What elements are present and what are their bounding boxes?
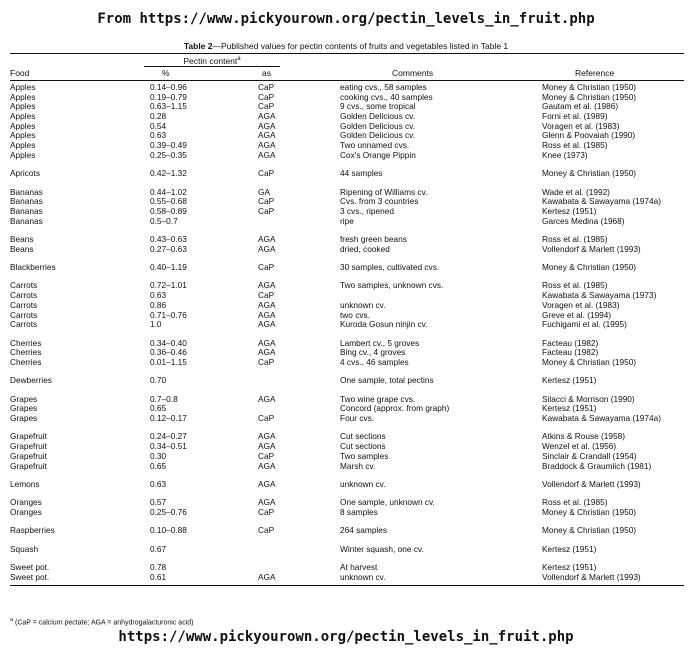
percent-cell: 0.25–0.35	[150, 149, 187, 160]
footnote-mark: a	[10, 617, 14, 623]
food-cell: Apricots	[10, 168, 40, 179]
food-cell: Oranges	[10, 506, 42, 517]
percent-cell: 0.14–0.96	[150, 82, 187, 92]
as-cell: CaP	[258, 205, 275, 216]
comments-cell: 9 cvs., some tropical	[340, 101, 416, 112]
as-cell: CaP	[258, 290, 275, 301]
reference-cell: Money & Christian (1950)	[542, 168, 637, 179]
as-cell: CaP	[258, 91, 275, 102]
comments-cell: unknown cv.	[340, 299, 386, 310]
food-cell: Bananas	[10, 205, 43, 216]
comments-cell: Two unnamed cvs.	[340, 140, 410, 151]
percent-cell: 0.24–0.27	[150, 431, 187, 442]
reference-cell: Knee (1973)	[542, 149, 588, 160]
as-cell: CaP	[258, 262, 275, 273]
food-cell: Cherries	[10, 337, 42, 348]
as-cell: GA	[258, 186, 270, 197]
reference-cell: Glenn & Poovaiah (1990)	[542, 130, 636, 141]
header-percent: %	[162, 68, 170, 78]
percent-cell: 0.58–0.89	[150, 205, 187, 216]
as-cell: AGA	[258, 111, 276, 122]
food-group	[10, 376, 684, 386]
comments-cell: Two wine grape cvs.	[340, 393, 416, 404]
comments-cell: unknown cv.	[340, 478, 386, 489]
percent-cell: 0.70	[150, 375, 167, 386]
table-caption-text: —Published values for pectin contents of fruits and vegetables listed in Table 1	[212, 41, 509, 51]
food-cell: Apples	[10, 140, 36, 151]
percent-cell: 0.44–1.02	[150, 186, 187, 197]
as-cell: AGA	[258, 149, 276, 160]
food-cell: Apples	[10, 130, 36, 141]
comments-cell: Cut sections	[340, 431, 386, 442]
comments-cell: Golden Delicious cv.	[340, 111, 416, 122]
as-cell: AGA	[258, 571, 276, 582]
reference-cell: Money & Christian (1950)	[542, 262, 637, 273]
food-group	[10, 83, 684, 161]
comments-cell: 8 samples	[340, 506, 378, 517]
food-cell: Carrots	[10, 299, 38, 310]
percent-cell: 0.30	[150, 450, 167, 461]
percent-cell: 0.43–0.63	[150, 234, 187, 244]
food-cell: Apples	[10, 111, 36, 122]
as-cell: AGA	[258, 393, 276, 404]
table-row	[10, 414, 684, 424]
table-header-row	[10, 67, 684, 80]
footnote-text: (CaP = calcium pectate; AGA = anhydrogalacturonic acid)	[13, 619, 194, 627]
percent-cell: 0.34–0.51	[150, 441, 187, 452]
comments-cell: Two samples	[340, 450, 389, 461]
food-cell: Apples	[10, 82, 36, 92]
percent-cell: 0.65	[150, 403, 167, 414]
percent-cell: 0.34–0.40	[150, 337, 187, 348]
reference-cell: Facteau (1982)	[542, 347, 599, 358]
pectin-content-header	[144, 56, 280, 66]
reference-cell: Money & Christian (1950)	[542, 82, 637, 92]
header-food: Food	[10, 68, 30, 78]
header-reference: Reference	[575, 68, 615, 78]
food-cell: Grapefruit	[10, 450, 47, 461]
pectin-table	[10, 53, 684, 586]
reference-cell: Voragen et al. (1983)	[542, 299, 620, 310]
reference-cell: Kertesz (1951)	[542, 562, 597, 573]
as-cell: AGA	[258, 460, 276, 471]
as-cell: AGA	[258, 347, 276, 358]
reference-cell: Ross et al. (1985)	[542, 280, 608, 291]
percent-cell: 0.72–1.01	[150, 280, 187, 291]
percent-cell: 0.63	[150, 478, 167, 489]
percent-cell: 0.39–0.49	[150, 140, 187, 151]
comments-cell: dried, cooked	[340, 243, 390, 254]
table-row	[10, 320, 684, 330]
comments-cell: cooking cvs., 40 samples	[340, 91, 433, 102]
percent-cell: 0.12–0.17	[150, 413, 187, 424]
food-group	[10, 563, 684, 582]
food-cell: Carrots	[10, 280, 38, 291]
percent-cell: 0.63	[150, 290, 167, 301]
food-cell: Grapes	[10, 413, 38, 424]
comments-cell: One sample, total pectins	[340, 375, 434, 386]
percent-cell: 0.36–0.46	[150, 347, 187, 358]
reference-cell: Kertesz (1951)	[542, 205, 597, 216]
comments-cell: Lambert cv., 5 groves	[340, 337, 420, 348]
percent-cell: 0.54	[150, 120, 167, 131]
table-caption-label: Table 2	[183, 41, 213, 51]
comments-cell: two cvs.	[340, 309, 370, 320]
food-cell: Raspberries	[10, 525, 55, 536]
food-group	[10, 263, 684, 273]
comments-cell: Golden Delicious cv.	[340, 130, 416, 141]
table-row	[10, 245, 684, 255]
as-cell: AGA	[258, 441, 276, 452]
reference-cell: Kertesz (1951)	[542, 543, 597, 554]
food-cell: Bananas	[10, 186, 43, 197]
table-caption	[0, 41, 692, 51]
percent-cell: 0.71–0.76	[150, 309, 187, 320]
as-cell: AGA	[258, 309, 276, 320]
reference-cell: Wade et al. (1992)	[542, 186, 610, 197]
table-row	[10, 545, 684, 555]
food-cell: Squash	[10, 543, 39, 554]
percent-cell: 0.27–0.63	[150, 243, 187, 254]
comments-cell: Marsh cv.	[340, 460, 376, 471]
table-row	[10, 358, 684, 368]
comments-cell: Cox's Orange Pippin	[340, 149, 416, 160]
percent-cell: 0.57	[150, 497, 167, 508]
comments-cell: 4 cvs., 46 samples	[340, 356, 409, 367]
food-cell: Oranges	[10, 497, 42, 508]
as-cell: AGA	[258, 243, 276, 254]
as-cell: AGA	[258, 299, 276, 310]
reference-cell: Money & Christian (1950)	[542, 91, 637, 102]
percent-cell: 0.10–0.88	[150, 525, 187, 536]
food-cell: Grapefruit	[10, 441, 47, 452]
food-group	[10, 339, 684, 368]
as-cell: AGA	[258, 431, 276, 442]
reference-cell: Gautam et al. (1986)	[542, 101, 619, 112]
header-comments: Comments	[392, 68, 434, 78]
percent-cell: 0.5–0.7	[150, 215, 178, 226]
pectin-content-label: Pectin content	[183, 56, 238, 66]
food-group	[10, 281, 684, 329]
as-cell: AGA	[258, 130, 276, 141]
food-cell: Beans	[10, 243, 34, 254]
table-header-group-row	[10, 54, 684, 67]
as-cell: AGA	[258, 280, 276, 291]
reference-cell: Kawabata & Sawayama (1974a)	[542, 196, 661, 207]
comments-cell: 44 samples	[340, 168, 383, 179]
source-url-footer: https://www.pickyourown.org/pectin_levels_in_fruit.php	[118, 629, 574, 645]
table-row	[10, 376, 684, 386]
table-bottom-rule	[10, 585, 684, 586]
food-cell: Cherries	[10, 356, 42, 367]
reference-cell: Money & Christian (1950)	[542, 356, 637, 367]
header-as: as	[262, 68, 271, 78]
as-cell: AGA	[258, 140, 276, 151]
comments-cell: Ripening of Williams cv.	[340, 186, 428, 197]
food-group	[10, 235, 684, 254]
food-cell: Cherries	[10, 347, 42, 358]
food-cell: Grapefruit	[10, 460, 47, 471]
food-group	[10, 395, 684, 424]
food-cell: Beans	[10, 234, 34, 244]
comments-cell: At harvest	[340, 562, 378, 573]
comments-cell: Cvs. from 3 countries	[340, 196, 419, 207]
percent-cell: 0.25–0.76	[150, 506, 187, 517]
as-cell: CaP	[258, 450, 275, 461]
reference-cell: Money & Christian (1950)	[542, 525, 637, 536]
percent-cell: 0.65	[150, 460, 167, 471]
table-row	[10, 263, 684, 273]
food-group	[10, 169, 684, 179]
as-cell: CaP	[258, 101, 275, 112]
reference-cell: Forni et al. (1989)	[542, 111, 608, 122]
percent-cell: 0.01–1.15	[150, 356, 187, 367]
food-group	[10, 526, 684, 536]
food-group	[10, 432, 684, 471]
comments-cell: eating cvs., 58 samples	[340, 82, 427, 92]
table-row	[10, 508, 684, 518]
food-cell: Lemons	[10, 478, 40, 489]
percent-cell: 0.28	[150, 111, 167, 122]
reference-cell: Facteau (1982)	[542, 337, 599, 348]
comments-cell: Four cvs.	[340, 413, 375, 424]
percent-cell: 0.40–1.19	[150, 262, 187, 273]
reference-cell: Kertesz (1951)	[542, 375, 597, 386]
percent-cell: 1.0	[150, 319, 162, 330]
table-row	[10, 480, 684, 490]
comments-cell: Bing cv., 4 groves	[340, 347, 406, 358]
percent-cell: 0.19–0.79	[150, 91, 187, 102]
percent-cell: 0.55–0.68	[150, 196, 187, 207]
reference-cell: Vollendorf & Marlett (1993)	[542, 243, 641, 254]
food-cell: Apples	[10, 120, 36, 131]
comments-cell: Golden Delicious cv.	[340, 120, 416, 131]
comments-cell: Winter squash, one cv.	[340, 543, 424, 554]
food-cell: Grapes	[10, 403, 38, 414]
table-row	[10, 169, 684, 179]
food-cell: Bananas	[10, 215, 43, 226]
as-cell: CaP	[258, 506, 275, 517]
table-footnote	[10, 617, 193, 626]
food-cell: Apples	[10, 149, 36, 160]
comments-cell: Kuroda Gosun ninjin cv.	[340, 319, 428, 330]
as-cell: AGA	[258, 337, 276, 348]
reference-cell: Fuchigami et al. (1995)	[542, 319, 627, 330]
percent-cell: 0.7–0.8	[150, 393, 178, 404]
reference-cell: Vollendorf & Marlett (1993)	[542, 478, 641, 489]
as-cell: CaP	[258, 413, 275, 424]
reference-cell: Vollendorf & Marlett (1993)	[542, 571, 641, 582]
as-cell: CaP	[258, 196, 275, 207]
percent-cell: 0.78	[150, 562, 167, 573]
percent-cell: 0.86	[150, 299, 167, 310]
comments-cell: One sample, unknown cv.	[340, 497, 435, 508]
reference-cell: Ross et al. (1985)	[542, 234, 608, 244]
table-row	[10, 151, 684, 161]
food-cell: Carrots	[10, 319, 38, 330]
table-row	[10, 462, 684, 472]
percent-cell: 0.63–1.15	[150, 101, 187, 112]
food-cell: Grapefruit	[10, 431, 47, 442]
comments-cell: ripe	[340, 215, 354, 226]
reference-cell: Wenzel et al. (1956)	[542, 441, 617, 452]
food-group	[10, 498, 684, 517]
food-cell: Sweet pot.	[10, 571, 50, 582]
as-cell: AGA	[258, 319, 276, 330]
reference-cell: Sinclair & Crandall (1954)	[542, 450, 637, 461]
food-cell: Apples	[10, 91, 36, 102]
food-cell: Dewberries	[10, 375, 52, 386]
reference-cell: Silacci & Morrison (1990)	[542, 393, 635, 404]
comments-cell: fresh green beans	[340, 234, 407, 244]
table-body	[10, 81, 684, 582]
food-cell: Sweet pot.	[10, 562, 50, 573]
pectin-footnote-mark: a	[237, 56, 241, 63]
food-cell: Carrots	[10, 309, 38, 320]
as-cell: CaP	[258, 525, 275, 536]
reference-cell: Money & Christian (1950)	[542, 506, 637, 517]
reference-cell: Ross et al. (1985)	[542, 140, 608, 151]
as-cell: AGA	[258, 497, 276, 508]
as-cell: CaP	[258, 82, 275, 92]
source-url-header: From https://www.pickyourown.org/pectin_levels_in_fruit.php	[97, 11, 595, 27]
reference-cell: Kawabata & Sawayama (1974a)	[542, 413, 661, 424]
food-group	[10, 188, 684, 227]
as-cell: CaP	[258, 168, 275, 179]
comments-cell: 3 cvs., ripened	[340, 205, 394, 216]
reference-cell: Braddock & Graumlich (1981)	[542, 460, 652, 471]
as-cell: AGA	[258, 120, 276, 131]
table-row	[10, 526, 684, 536]
comments-cell: 264 samples	[340, 525, 388, 536]
as-cell: CaP	[258, 356, 275, 367]
comments-cell: Two samples, unknown cvs.	[340, 280, 444, 291]
food-cell: Apples	[10, 101, 36, 112]
comments-cell: Concord (approx. from graph)	[340, 403, 450, 414]
food-cell: Carrots	[10, 290, 38, 301]
reference-cell: Voragen et al. (1983)	[542, 120, 620, 131]
reference-cell: Ross et al. (1985)	[542, 497, 608, 508]
comments-cell: Cut sections	[340, 441, 386, 452]
food-cell: Grapes	[10, 393, 38, 404]
reference-cell: Atkins & Rouse (1958)	[542, 431, 626, 442]
percent-cell: 0.42–1.32	[150, 168, 187, 179]
comments-cell: 30 samples, cultivated cvs.	[340, 262, 440, 273]
reference-cell: Garces Medina (1968)	[542, 215, 625, 226]
food-group	[10, 480, 684, 490]
as-cell: AGA	[258, 478, 276, 489]
percent-cell: 0.61	[150, 571, 167, 582]
food-cell: Blackberries	[10, 262, 56, 273]
reference-cell: Greve et al. (1994)	[542, 309, 612, 320]
table-row	[10, 217, 684, 227]
table-row	[10, 573, 684, 583]
food-cell: Bananas	[10, 196, 43, 207]
food-group	[10, 545, 684, 555]
reference-cell: Kertesz (1951)	[542, 403, 597, 414]
as-cell: AGA	[258, 234, 276, 244]
reference-cell: Kawabata & Sawayama (1973)	[542, 290, 657, 301]
percent-cell: 0.63	[150, 130, 167, 141]
comments-cell: unknown cv.	[340, 571, 386, 582]
percent-cell: 0.67	[150, 543, 167, 554]
